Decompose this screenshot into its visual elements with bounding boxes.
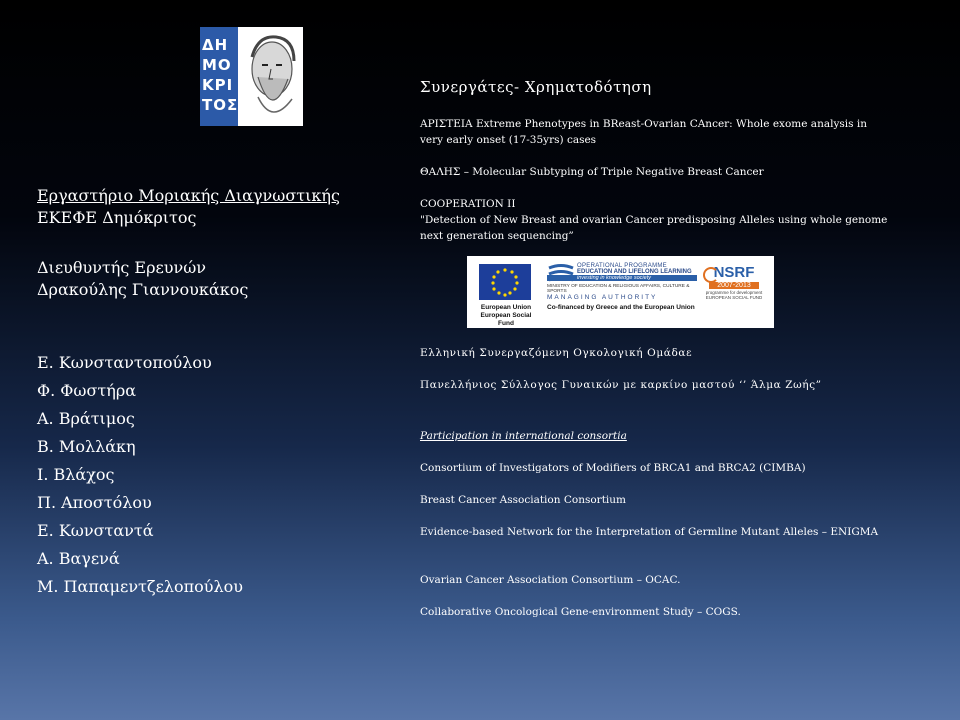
consortium-ocac: Ovarian Cancer Association Consortium – OCAC. [420, 574, 681, 586]
institute-name: ΕΚΕΦΕ Δημόκριτος [37, 208, 197, 227]
member-name: Α. Βαγενά [37, 549, 120, 568]
member-name: Μ. Παπαμεντζελοπούλου [37, 577, 244, 596]
member-name: Ι. Βλάχος [37, 465, 115, 484]
op-line-1: OPERATIONAL PROGRAMME [577, 263, 667, 269]
op-line-5: MANAGING AUTHORITY [547, 294, 658, 301]
lab-title: Εργαστήριο Μοριακής Διαγνωστικής [37, 186, 340, 205]
op-line-4: MINISTRY OF EDUCATION & RELIGIOUS AFFAIRS, CULTURE & SPORTS [547, 284, 690, 294]
greek-oncology-group: Ελληνική Συνεργαζόμενη Ογκολογική Ομάδαε [420, 347, 693, 359]
member-list [37, 352, 243, 604]
eu-caption: European Union European Social Fund [480, 304, 532, 327]
member-name: Α. Βράτιμος [37, 409, 135, 428]
logo-letters-4: ΤΟΣ [202, 96, 239, 114]
education-waves-icon [547, 263, 575, 285]
thales-project: ΘΑΛΗΣ – Molecular Subtyping of Triple Negative Breast Cancer [420, 166, 764, 178]
op-line-2: EDUCATION AND LIFELONG LEARNING [577, 269, 692, 275]
aristeia-project: ΑΡΙΣΤΕΙΑ Extreme Phenotypes in BReast-Ovarian CAncer: Whole exome analysis in very early onset (17-35yrs) cases [420, 118, 867, 146]
cofinanced-caption: Co-financed by Greece and the European Union [547, 304, 695, 311]
consortia-heading: Participation in international consortia [420, 430, 627, 442]
nsrf-swirl-icon [703, 267, 719, 283]
democritus-logo [200, 27, 303, 126]
alma-zois-association: Πανελλήνιος Σύλλογος Γυναικών με καρκίνο μαστού ‘’ Άλμα Ζωής” [420, 379, 822, 391]
lab-info [37, 185, 340, 301]
consortium-cimba: Consortium of Investigators of Modifiers of BRCA1 and BRCA2 (CIMBA) [420, 462, 806, 474]
consortium-cogs: Collaborative Oncological Gene-environment Study – COGS. [420, 606, 741, 618]
cooperation-title: COOPERATION II [420, 198, 516, 210]
member-name: Β. Μολλάκη [37, 437, 136, 456]
consortium-bcac: Breast Cancer Association Consortium [420, 494, 626, 506]
member-name: Φ. Φωστήρα [37, 381, 137, 400]
member-name: Π. Αποστόλου [37, 493, 152, 512]
nsrf-subtitle: programme for development [705, 290, 763, 295]
funding-banner [467, 256, 774, 328]
logo-letters-1: ΔΗ [202, 36, 229, 54]
member-name: Ε. Κωνσταντά [37, 521, 154, 540]
logo-letters-2: ΜΟ [202, 56, 232, 74]
nsrf-logo [703, 264, 765, 300]
director-name: Δρακούλης Γιαννουκάκος [37, 280, 249, 299]
logo-lettering [202, 35, 242, 115]
nsrf-fund: EUROPEAN SOCIAL FUND [705, 295, 763, 300]
partners-heading: Συνεργάτες- Χρηματοδότηση [420, 78, 652, 96]
operational-programme-logo [547, 263, 697, 311]
nsrf-years: 2007-2013 [709, 282, 759, 289]
op-line-3: investing in knowledge society [547, 275, 697, 281]
democritus-portrait-icon [238, 27, 303, 126]
eu-flag-icon [479, 264, 531, 300]
cooperation-project: "Detection of New Breast and ovarian Cancer predisposing Alleles using whole genome next generation sequencing” [420, 214, 888, 242]
consortium-enigma: Evidence-based Network for the Interpretation of Germline Mutant Alleles – ENIGMA [420, 526, 879, 538]
logo-letters-3: ΚΡΙ [202, 76, 234, 94]
nsrf-title: NSRF [713, 264, 755, 281]
member-name: Ε. Κωνσταντοπούλου [37, 353, 212, 372]
director-role: Διευθυντής Ερευνών [37, 258, 207, 277]
